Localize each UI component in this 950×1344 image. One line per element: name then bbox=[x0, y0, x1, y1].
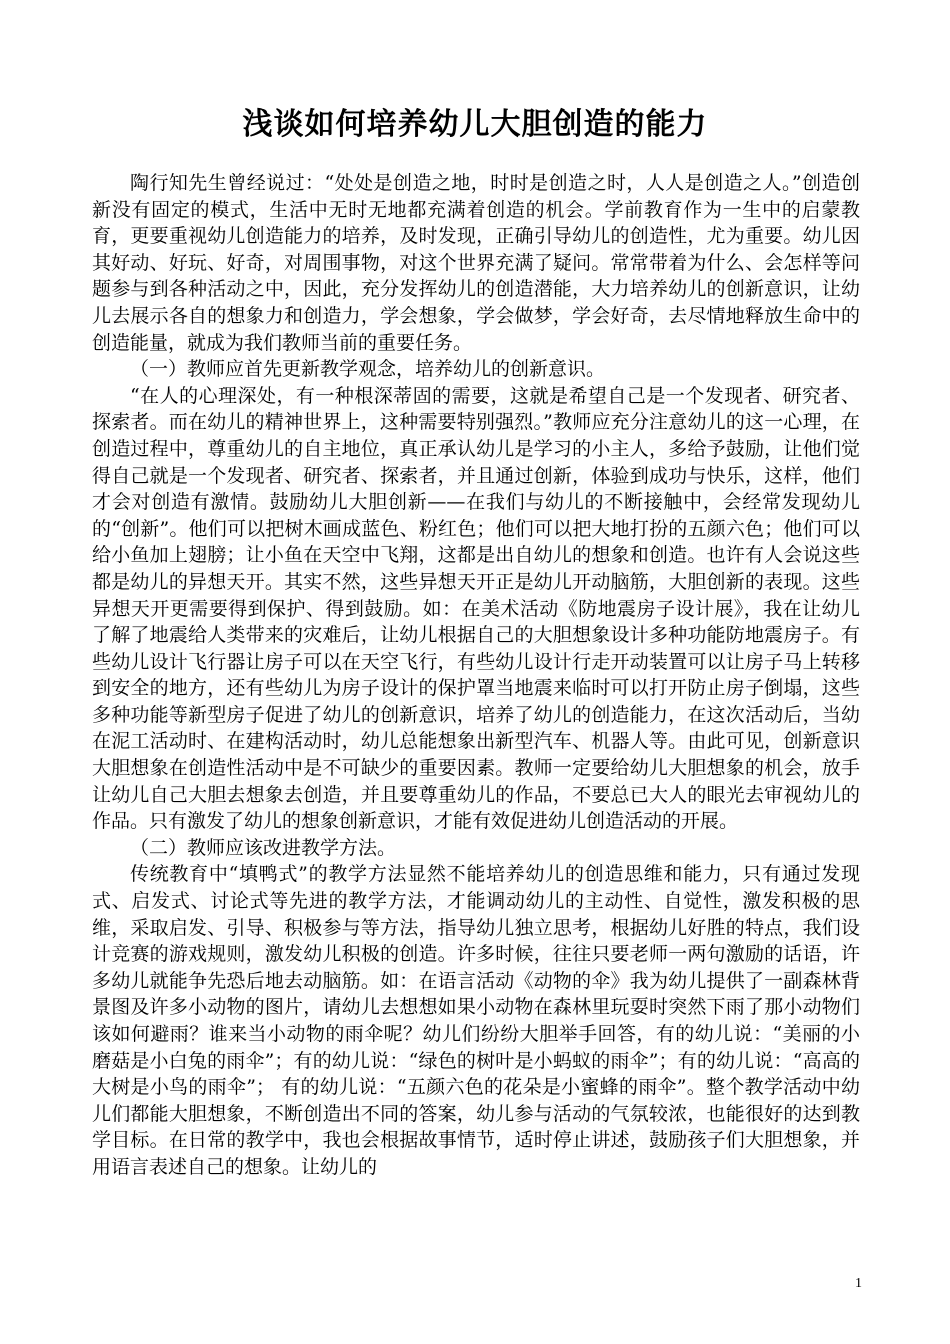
section-heading-2: （二）教师应该改进教学方法。 bbox=[130, 836, 397, 859]
page-number: 1 bbox=[855, 1276, 862, 1291]
section-heading-1: （一）教师应首先更新教学观念，培养幼儿的创新意识。 bbox=[130, 358, 606, 381]
paragraph-section-1: “在人的心理深处，有一种根深蒂固的需要，这就是希望自己是一个发现者、研究者、探索者。而在幼儿的精神世界上，这种需要特别强烈。”教师应充分注意幼儿的这一心理，在创造过程中，尊重幼儿的自主地位，真正承认幼儿是学习的小主人，多给予鼓励，让他们觉得自己就是一个发现者、研究者、探索者，并且通过创新，体验到成功与快乐，这样，他们才会对创造有激情。鼓励幼儿大胆创新——在我们与幼儿的不断接触中，会经常发现幼儿的“创新”。他们可以把树木画成蓝色、粉红色；他们可以把大地打扮的五颜六色；他们可以给小鱼加上翅膀；让小鱼在天空中飞翔，这都是出自幼儿的想象和创造。也许有人会说这些都是幼儿的异想天开。其实不然，这些异想天开正是幼儿开动脑筋，大胆创新的表现。这些异想天开更需要得到保护、得到鼓励。如：在美术活动《防地震房子设计展》，我在让幼儿了解了地震给人类带来的灾难后，让幼儿根据自己的大胆想象设计多种功能防地震房子。有些幼儿设计飞行器让房子可以在天空飞行，有些幼儿设计行走开动装置可以让房子马上转移到安全的地方，还有些幼儿为房子设计的保护罩当地震来临时可以打开防止房子倒塌，这些多种功能等新型房子促进了幼儿的创新意识，培养了幼儿的创造能力，在这次活动后，当幼在泥工活动时、在建构活动时，幼儿总能想象出新型汽车、机器人等。由此可见，创新意识大胆想象在创造性活动中是不可缺少的重要因素。教师一定要给幼儿大胆想象的机会，放手让幼儿自己大胆去想象去创造，并且要尊重幼儿的作品，不要总已大人的眼光去审视幼儿的作品。只有激发了幼儿的想象创新意识，才能有效促进幼儿创造活动的开展。 bbox=[92, 384, 860, 833]
paragraph-intro: 陶行知先生曾经说过：“处处是创造之地，时时是创造之时，人人是创造之人。”创造创新没有固定的模式，生活中无时无地都充满着创造的机会。学前教育作为一生中的启蒙教育，更要重视幼儿创造能力的培养，及时发现，正确引导幼儿的创造性，尤为重要。幼儿因其好动、好玩、好奇，对周围事物，对这个世界充满了疑问。常常带着为什么、会怎样等问题参与到各种活动之中，因此，充分发挥幼儿的创造潜能，大力培养幼儿的创新意识，让幼儿去展示各自的想象力和创造力，学会想象，学会做梦，学会好奇，去尽情地释放生命中的创造能量，就成为我们教师当前的重要任务。 bbox=[92, 172, 860, 354]
document-title: 浅谈如何培养幼儿大胆创造的能力 bbox=[242, 107, 708, 142]
document-body bbox=[92, 170, 860, 1181]
paragraph-section-2: 传统教育中“填鸭式”的教学方法显然不能培养幼儿的创造思维和能力，只有通过发现式、启发式、讨论式等先进的教学方法，才能调动幼儿的主动性、自觉性，激发积极的思维，采取启发、引导、积极参与等方法，指导幼儿独立思考，根据幼儿好胜的特点，我们设计竞赛的游戏规则，激发幼儿积极的创造。许多时候，往往只要老师一两句激励的话语，许多幼儿就能争先恐后地去动脑筋。如：在语言活动《动物的伞》我为幼儿提供了一副森林背景图及许多小动物的图片，请幼儿去想想如果小动物在森林里玩耍时突然下雨了那小动物们该如何避雨？谁来当小动物的雨伞呢？幼儿们纷纷大胆举手回答，有的幼儿说：“美丽的小磨菇是小白兔的雨伞”；有的幼儿说：“绿色的树叶是小蚂蚁的雨伞”；有的幼儿说：“高高的大树是小鸟的雨伞”； 有的幼儿说：“五颜六色的花朵是小蜜蜂的雨伞”。整个教学活动中幼儿们都能大胆想象，不断创造出不同的答案，幼儿参与活动的气氛较浓，也能很好的达到教学目标。在日常的教学中，我也会根据故事情节，适时停止讲述，鼓励孩子们大胆想象，并用语言表述自己的想象。让幼儿的 bbox=[92, 863, 860, 1178]
